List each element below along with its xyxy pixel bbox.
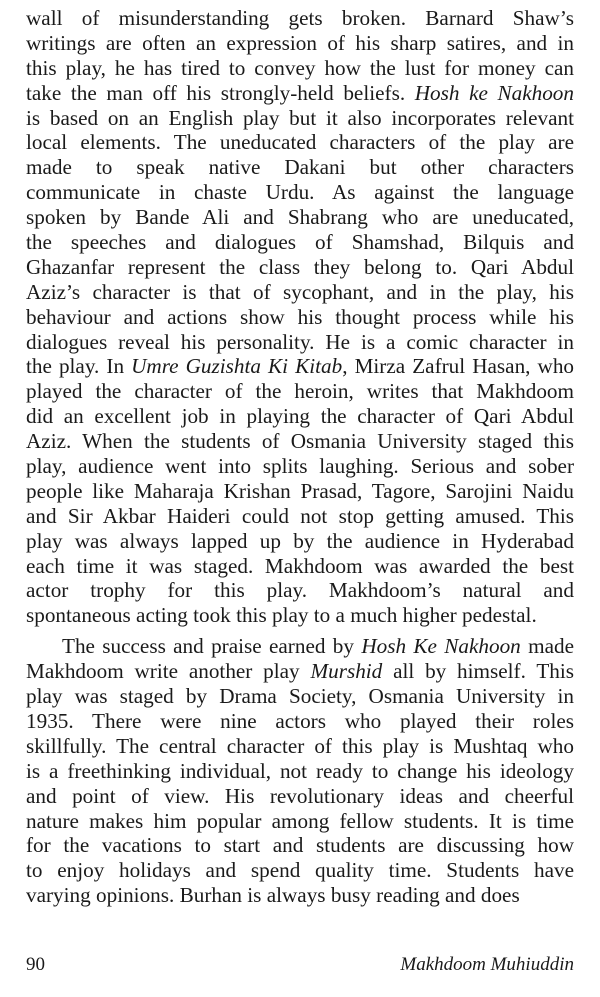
text-segment: made to speak native Dakani but other characters bbox=[26, 155, 574, 180]
text-line bbox=[26, 578, 574, 603]
text-line bbox=[26, 734, 574, 759]
text-segment: communicate in chaste Urdu. As against the language bbox=[26, 180, 574, 205]
text-segment: Aziz’s character is that of sycophant, and in the play, his bbox=[26, 279, 574, 304]
text-line bbox=[26, 684, 574, 709]
body-text bbox=[26, 6, 574, 908]
text-segment: all by himself. This bbox=[382, 659, 574, 684]
text-segment: Aziz. When the students of Osmania University staged this bbox=[26, 429, 574, 454]
text-segment: people like Maharaja Krishan Prasad, Tagore, Sarojini Naidu bbox=[26, 478, 574, 503]
text-segment: 1935. There were nine actors who played their roles bbox=[26, 708, 574, 733]
paragraph bbox=[26, 6, 574, 628]
paragraph bbox=[26, 634, 574, 908]
text-line bbox=[26, 155, 574, 180]
text-segment: this play, he has tired to convey how the lust for money can bbox=[26, 55, 574, 80]
text-line bbox=[26, 659, 574, 684]
text-segment: dialogues reveal his personality. He is a comic character in bbox=[26, 329, 574, 354]
text-segment: skillfully. The central character of this play is Mushtaq who bbox=[26, 733, 574, 758]
text-line bbox=[26, 180, 574, 205]
text-segment: play was always lapped up by the audience in Hyderabad bbox=[26, 528, 574, 553]
text-segment: play, audience went into splits laughing. Serious and sober bbox=[26, 454, 574, 479]
text-segment: , Mirza Zafrul Hasan, who bbox=[342, 354, 575, 379]
text-line bbox=[26, 56, 574, 81]
text-segment: spoken by Bande Ali and Shabrang who are uneducated, bbox=[26, 205, 574, 230]
text-segment: did an excellent job in playing the character of Qari Abdul bbox=[26, 404, 574, 429]
text-line bbox=[26, 230, 574, 255]
text-line bbox=[26, 305, 574, 330]
text-line bbox=[26, 759, 574, 784]
text-line bbox=[26, 809, 574, 834]
text-segment: and point of view. His revolutionary ideas and cheerful bbox=[26, 783, 574, 808]
italic-title: Murshid bbox=[310, 659, 383, 684]
text-line bbox=[26, 429, 574, 454]
text-line bbox=[26, 354, 574, 379]
text-segment: writings are often an expression of his sharp satires, and in bbox=[26, 30, 574, 55]
text-line bbox=[26, 31, 574, 56]
text-segment: actor trophy for this play. Makhdoom’s natural and bbox=[26, 578, 574, 603]
text-line bbox=[26, 280, 574, 305]
text-line bbox=[26, 106, 574, 131]
text-segment: made bbox=[520, 634, 574, 659]
text-line bbox=[26, 454, 574, 479]
text-segment: take the man off his strongly-held beliefs. bbox=[26, 80, 415, 105]
running-title: Makhdoom Muhiuddin bbox=[400, 954, 574, 975]
text-segment: to enjoy holidays and spend quality time. Students have bbox=[26, 858, 574, 883]
text-segment: wall of misunderstanding gets broken. Barnard Shaw’s bbox=[26, 6, 574, 30]
text-line bbox=[26, 255, 574, 280]
text-line bbox=[26, 709, 574, 734]
text-segment: spontaneous acting took this play to a much higher pedestal. bbox=[26, 603, 537, 628]
text-line bbox=[26, 833, 574, 858]
text-segment: is a freethinking individual, not ready to change his ideology bbox=[26, 758, 574, 783]
text-line bbox=[26, 6, 574, 31]
text-line bbox=[26, 330, 574, 355]
text-line bbox=[26, 404, 574, 429]
text-line bbox=[26, 634, 574, 659]
text-line bbox=[26, 858, 574, 883]
text-line bbox=[26, 504, 574, 529]
italic-title: Hosh ke Nakhoon bbox=[414, 80, 574, 105]
text-line bbox=[26, 479, 574, 504]
text-segment: the play. In bbox=[26, 354, 132, 379]
text-segment: the speeches and dialogues of Shamshad, Bilquis and bbox=[26, 230, 574, 255]
text-segment: is based on an English play but it also incorporates relevant bbox=[26, 105, 574, 130]
text-segment: for the vacations to start and students are discussing how bbox=[26, 833, 574, 858]
text-line bbox=[26, 603, 574, 628]
italic-title: Umre Guzishta Ki Kitab bbox=[131, 354, 343, 379]
text-line bbox=[26, 379, 574, 404]
text-segment: nature makes him popular among fellow students. It is time bbox=[26, 808, 574, 833]
text-line bbox=[26, 554, 574, 579]
text-segment: varying opinions. Burhan is always busy reading and does bbox=[26, 883, 520, 908]
page-number: 90 bbox=[26, 954, 45, 975]
text-line bbox=[26, 529, 574, 554]
text-segment: each time it was staged. Makhdoom was awarded the best bbox=[26, 553, 574, 578]
italic-title: Hosh Ke Nakhoon bbox=[361, 634, 521, 659]
text-line bbox=[26, 205, 574, 230]
text-segment: and Sir Akbar Haideri could not stop getting amused. This bbox=[26, 503, 574, 528]
text-segment: Makhdoom write another play bbox=[26, 659, 311, 684]
text-line bbox=[26, 784, 574, 809]
text-segment: play was staged by Drama Society, Osmania University in bbox=[26, 684, 574, 709]
text-line bbox=[26, 81, 574, 106]
text-segment: local elements. The uneducated characters of the play are bbox=[26, 130, 574, 155]
text-segment: behaviour and actions show his thought process while his bbox=[26, 304, 574, 329]
text-line bbox=[26, 130, 574, 155]
text-segment: played the character of the heroin, writes that Makhdoom bbox=[26, 379, 574, 404]
text-segment: Ghazanfar represent the class they belong to. Qari Abdul bbox=[26, 254, 574, 279]
text-line bbox=[26, 883, 574, 908]
text-segment: The success and praise earned by bbox=[62, 634, 362, 659]
page-footer bbox=[26, 952, 574, 978]
